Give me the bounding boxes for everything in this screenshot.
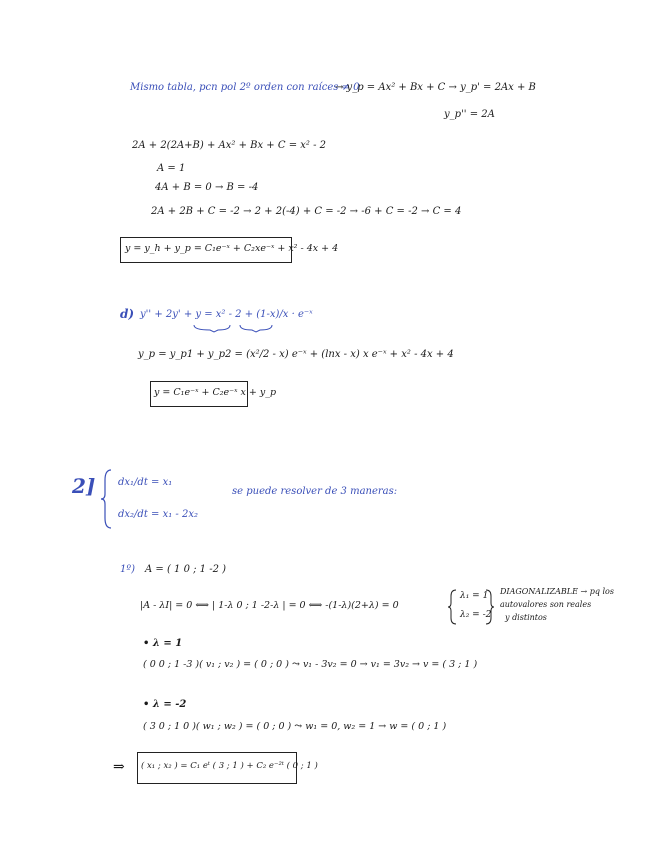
lambda-2-work: ( 3 0 ; 1 0 )( w₁ ; w₂ ) = ( 0 ; 0 ) ⤳ w₁ = 0, w₂ = 1 → w = ( 0 ; 1 ) (143, 721, 447, 732)
final-solution: y = C₁e⁻ˣ + C₂e⁻ˣ x + y_p (154, 387, 277, 398)
b-equation: 4A + B = 0 → B = -4 (155, 182, 259, 193)
final-system-solution: ( x₁ ; x₂ ) = C₁ eᵗ ( 3 ; 1 ) + C₂ e⁻²ᵗ ( 0 ; 1 ) (141, 761, 318, 771)
diag-note-3: y distintos (505, 613, 547, 622)
c-equation: 2A + 2B + C = -2 → 2 + 2(-4) + C = -2 → -6 + C = -2 → C = 4 (151, 206, 462, 217)
part-d-label: d) (120, 307, 135, 321)
yp-sum: y_p = y_p1 + y_p2 = (x²/2 - x) e⁻ˣ + (lnx - x) x e⁻ˣ + x² - 4x + 4 (138, 349, 454, 360)
general-solution: y = y_h + y_p = C₁e⁻ˣ + C₂xe⁻ˣ + x² - 4x + 4 (125, 243, 339, 254)
diag-note-2: autovalores son reales (500, 600, 592, 609)
problem-number: 2] (72, 474, 96, 498)
yp-form: → y_p = Ax² + Bx + C → y_p' = 2Ax + B (335, 82, 536, 93)
a-value: A = 1 (157, 163, 186, 174)
lambda-1-work: ( 0 0 ; 1 -3 )( v₁ ; v₂ ) = ( 0 ; 0 ) ⤳ v₁ - 3v₂ = 0 → v₁ = 3v₂ → v = ( 3 ; 1 ) (143, 659, 478, 670)
system-eq-1: dx₁/dt = x₁ (118, 477, 173, 488)
system-eq-2: dx₂/dt = x₁ - 2x₂ (118, 509, 198, 520)
determinant-equation: |A - λI| = 0 ⟺ | 1-λ 0 ; 1 -2-λ | = 0 ⟺ -(1-λ)(2+λ) = 0 (140, 600, 399, 611)
methods-note: se puede resolver de 3 maneras: (232, 486, 398, 497)
lambda-1-label: • λ = 1 (143, 638, 183, 649)
matrix-a: A = ( 1 0 ; 1 -2 ) (145, 564, 227, 575)
system-brace (100, 468, 114, 530)
method-1-label: 1º) (120, 564, 135, 575)
eigenvalue-2: λ₂ = -2 (460, 610, 492, 620)
lambda-2-label: • λ = -2 (143, 699, 187, 710)
eq-substitute: 2A + 2(2A+B) + Ax² + Bx + C = x² - 2 (132, 140, 326, 151)
part-d-equation: y'' + 2y' + y = x² - 2 + (1-x)/x · e⁻ˣ (140, 309, 313, 320)
underbraces (190, 323, 280, 333)
implies-arrow: ⇒ (113, 759, 125, 775)
intro-text: Mismo tabla, pcn pol 2º orden con raíces ≠ 0 (130, 82, 360, 93)
diag-note-1: DIAGONALIZABLE → pq los (500, 587, 614, 596)
ypp-form: y_p'' = 2A (444, 109, 495, 120)
eigenvalue-1: λ₁ = 1 (460, 591, 489, 601)
